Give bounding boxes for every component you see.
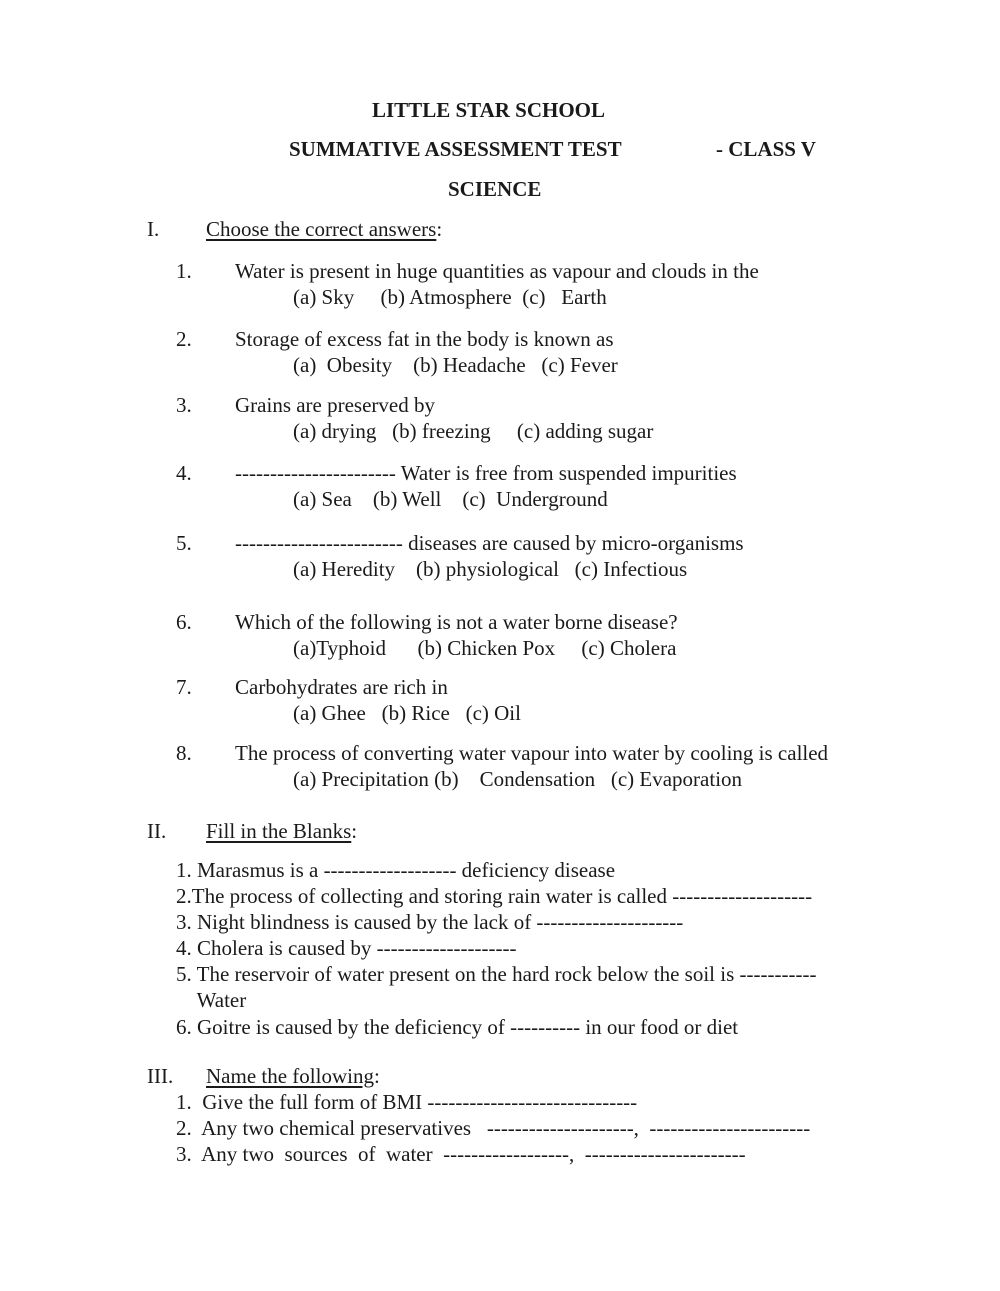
blank-item-6: 6. Goitre is caused by the deficiency of ---------- in our food or diet (176, 1015, 739, 1039)
subject-title: SCIENCE (448, 177, 542, 201)
section-1-numeral: I. (147, 217, 160, 241)
question-8-options: (a) Precipitation (b) Condensation (c) Evaporation (293, 767, 743, 791)
blank-item-5: 5. The reservoir of water present on the hard rock below the soil is ----------- (176, 962, 817, 986)
blank-item-4: 4. Cholera is caused by -------------------- (176, 936, 517, 960)
question-7-options: (a) Ghee (b) Rice (c) Oil (293, 701, 521, 725)
class-label: - CLASS V (716, 137, 816, 161)
test-title: SUMMATIVE ASSESSMENT TEST (289, 137, 622, 161)
name-item-2: 2. Any two chemical preservatives ---------------------, ----------------------- (176, 1116, 811, 1140)
section-3-heading (206, 1063, 380, 1089)
question-2-number: 2. (176, 327, 192, 351)
section-2-heading (206, 818, 357, 844)
question-3-options: (a) drying (b) freezing (c) adding sugar (293, 419, 654, 443)
question-5-text: ------------------------ diseases are caused by micro-organisms (235, 531, 744, 555)
section-1-heading-text: Choose the correct answers (206, 217, 437, 241)
question-1-options: (a) Sky (b) Atmosphere (c) Earth (293, 285, 607, 309)
school-name: LITTLE STAR SCHOOL (372, 98, 606, 122)
section-2-numeral: II. (147, 819, 167, 843)
question-8-number: 8. (176, 741, 192, 765)
question-5-options: (a) Heredity (b) physiological (c) Infectious (293, 557, 688, 581)
question-6-text: Which of the following is not a water borne disease? (235, 610, 678, 634)
question-6-number: 6. (176, 610, 192, 634)
name-item-1: 1. Give the full form of BMI ------------------------------ (176, 1090, 638, 1114)
section-3-numeral: III. (147, 1064, 174, 1088)
question-3-text: Grains are preserved by (235, 393, 435, 417)
question-5-number: 5. (176, 531, 192, 555)
blank-item-3: 3. Night blindness is caused by the lack of --------------------- (176, 910, 684, 934)
question-2-text: Storage of excess fat in the body is known as (235, 327, 614, 351)
section-2-heading-text: Fill in the Blanks (206, 819, 352, 843)
question-4-number: 4. (176, 461, 192, 485)
question-7-text: Carbohydrates are rich in (235, 675, 448, 699)
section-3-colon: : (373, 1064, 380, 1088)
section-1-heading (206, 216, 442, 242)
section-2-colon: : (351, 819, 358, 843)
section-1-colon: : (436, 217, 443, 241)
question-7-number: 7. (176, 675, 192, 699)
question-1-number: 1. (176, 259, 192, 283)
question-3-number: 3. (176, 393, 192, 417)
question-8-text: The process of converting water vapour into water by cooling is called (235, 741, 829, 765)
blank-item-2: 2.The process of collecting and storing rain water is called -------------------- (176, 884, 813, 908)
question-6-options: (a)Typhoid (b) Chicken Pox (c) Cholera (293, 636, 677, 660)
question-4-options: (a) Sea (b) Well (c) Underground (293, 487, 608, 511)
question-2-options: (a) Obesity (b) Headache (c) Fever (293, 353, 618, 377)
question-1-text: Water is present in huge quantities as vapour and clouds in the (235, 259, 759, 283)
blank-item-5-continued: Water (176, 988, 247, 1012)
section-3-heading-text: Name the following (206, 1064, 374, 1088)
question-4-text: ----------------------- Water is free from suspended impurities (235, 461, 737, 485)
blank-item-1: 1. Marasmus is a ------------------- deficiency disease (176, 858, 616, 882)
name-item-3: 3. Any two sources of water ------------------, ----------------------- (176, 1142, 746, 1166)
